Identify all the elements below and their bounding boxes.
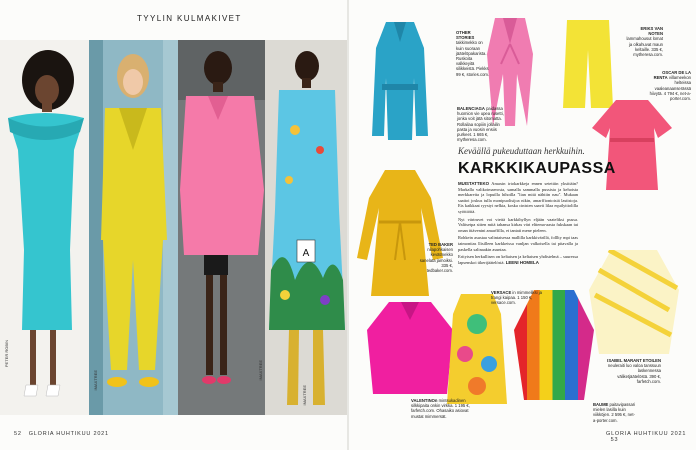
body-paragraph: Erityisen herkullisen on keltaisen ja keltaisen yhdistelmä – suuressa lapsenskoi tikertjäätelöstä. LEENI HOMELA [458,254,578,265]
product-turquoise-coat [372,18,428,140]
svg-text:A: A [302,248,310,259]
caption-isabel-marant: ISABEL MARANT ETOILEN neuleraiti luo valoa tanssuun laskennessa väliketjäätelöstä. 390 €, farfetch.com. [607,358,661,384]
caption-baume: BAUME paitavipassari mielen lasilla kuin viikköjen. 2 595 €, net-a-porter.com. [593,402,636,423]
photo-credit: IMAXTREE [93,370,98,391]
article-headline: KARKKIKAUPASSA [458,160,616,177]
body-paragraph: MUISTATTEKO Amaxin irtokarkkeja ennen setettiin yksittäin? Markalla valikoimaerosta, samalla sammalla pussista ja kehoista merkkareita ja lopuilla hihoilla "lian mitä nähtiin nau". Mukaan saattoi joskus tulla monipuolisijoa nikin, amarffiontoisiä lastistoja. Ets kaikkaat ryystyi nelkia, koska cinisten saavii lilaa equilyittolilla syöttiöitä. [458,181,578,214]
page-footer-left [14,431,109,437]
left-page [0,0,347,450]
product-mustard-dress [357,168,443,296]
page-footer-right [606,431,696,443]
page-number: 52 [14,431,22,437]
product-striped-knit [589,250,679,354]
magazine-name: GLORIA HUHTIKUU 2021 [28,431,109,437]
runway-photo-floral-dress [265,40,347,415]
page-number: 53 [610,437,619,443]
article-author: LEENI HOMELA [505,259,539,265]
caption-other-stories: OTHER STORIES takkimekko on kuin suoraan jäätelöpakarista. Ruskoita valkkeyitä silikkeistä. Piekks 99 €, stories.com. [456,30,490,77]
body-paragraph: Rohkein asustaa valintaisessa mallilla karkkivärillä, folllty mpi taas taimontias llisilleen karkkeissa vanljan valkoisella tai pitavalla ja paskella salinaakin asuntaa. [458,235,578,252]
photo-credit: IMAXTREE [258,360,263,381]
product-magenta-shirt [367,302,453,394]
caption-valentino: VALENTINOn mintsukadinen silkkipaita onkin virkka. 1 195 €, farfetch.com. Ohasaiko asiovat mustat mimmersät. [411,398,470,419]
product-versace-dress [447,294,507,404]
runway-photo-pink-shirt [178,40,265,415]
body-paragraph: Nyt väriruvet voi viettä karkkihyllyn eljään vaateliksi pussa. Valitsetpa sitten mitä tahansa kirkas väri elttema-aasta fukskaan tai oman ittävenini amarffilla, et tantati mene pieleen. [458,216,578,233]
caption-ted-baker: TED BAKER nilapohkaisen kevätmekko sanelata jamoiksi. 335 €, tedbaker.com. [419,242,453,274]
article-kicker: Keväällä pukeuduttaan herkkuihin. [458,146,585,156]
product-striped-blouse [514,290,594,400]
caption-balenciaga: BALENCIAGA paidassa huomion vie upea rusetti, jonka voit jätä sitomatta. Rollailaa sopiiin jollailin pasta ja vuosin ensiis purkeet. 1 665 €, mytheresa.com. [457,106,504,143]
product-yellow-shorts [563,20,613,108]
runway-photo-yellow-suit [89,40,178,415]
caption-oscar-de-la-renta: OSCAR DE LA RENTA villameekon helteissa vaaleanaanserässä hiivytä. 4 794 €, net-a-porter.com. [649,70,691,102]
photo-credit: IMAXTREE [302,385,307,406]
article-body [458,181,578,267]
photo-credit: PETER ROBIN [4,340,9,368]
runway-photo-turquoise [0,40,89,415]
caption-dries-van-noten: ERIKS VAN NOTEN lammahousut lomat ja olkahuvat maun keltaille. 335 €, mytheresa.com. [626,26,663,58]
section-title: TYYLIN KULMAKIVET [137,14,242,23]
magazine-name: GLORIA HUHTIKUU 2021 [606,431,687,437]
caption-versace: VERSACE in mimmeliksi ja trangi kaipaa. 1 150 €, versace.com. [491,290,542,306]
